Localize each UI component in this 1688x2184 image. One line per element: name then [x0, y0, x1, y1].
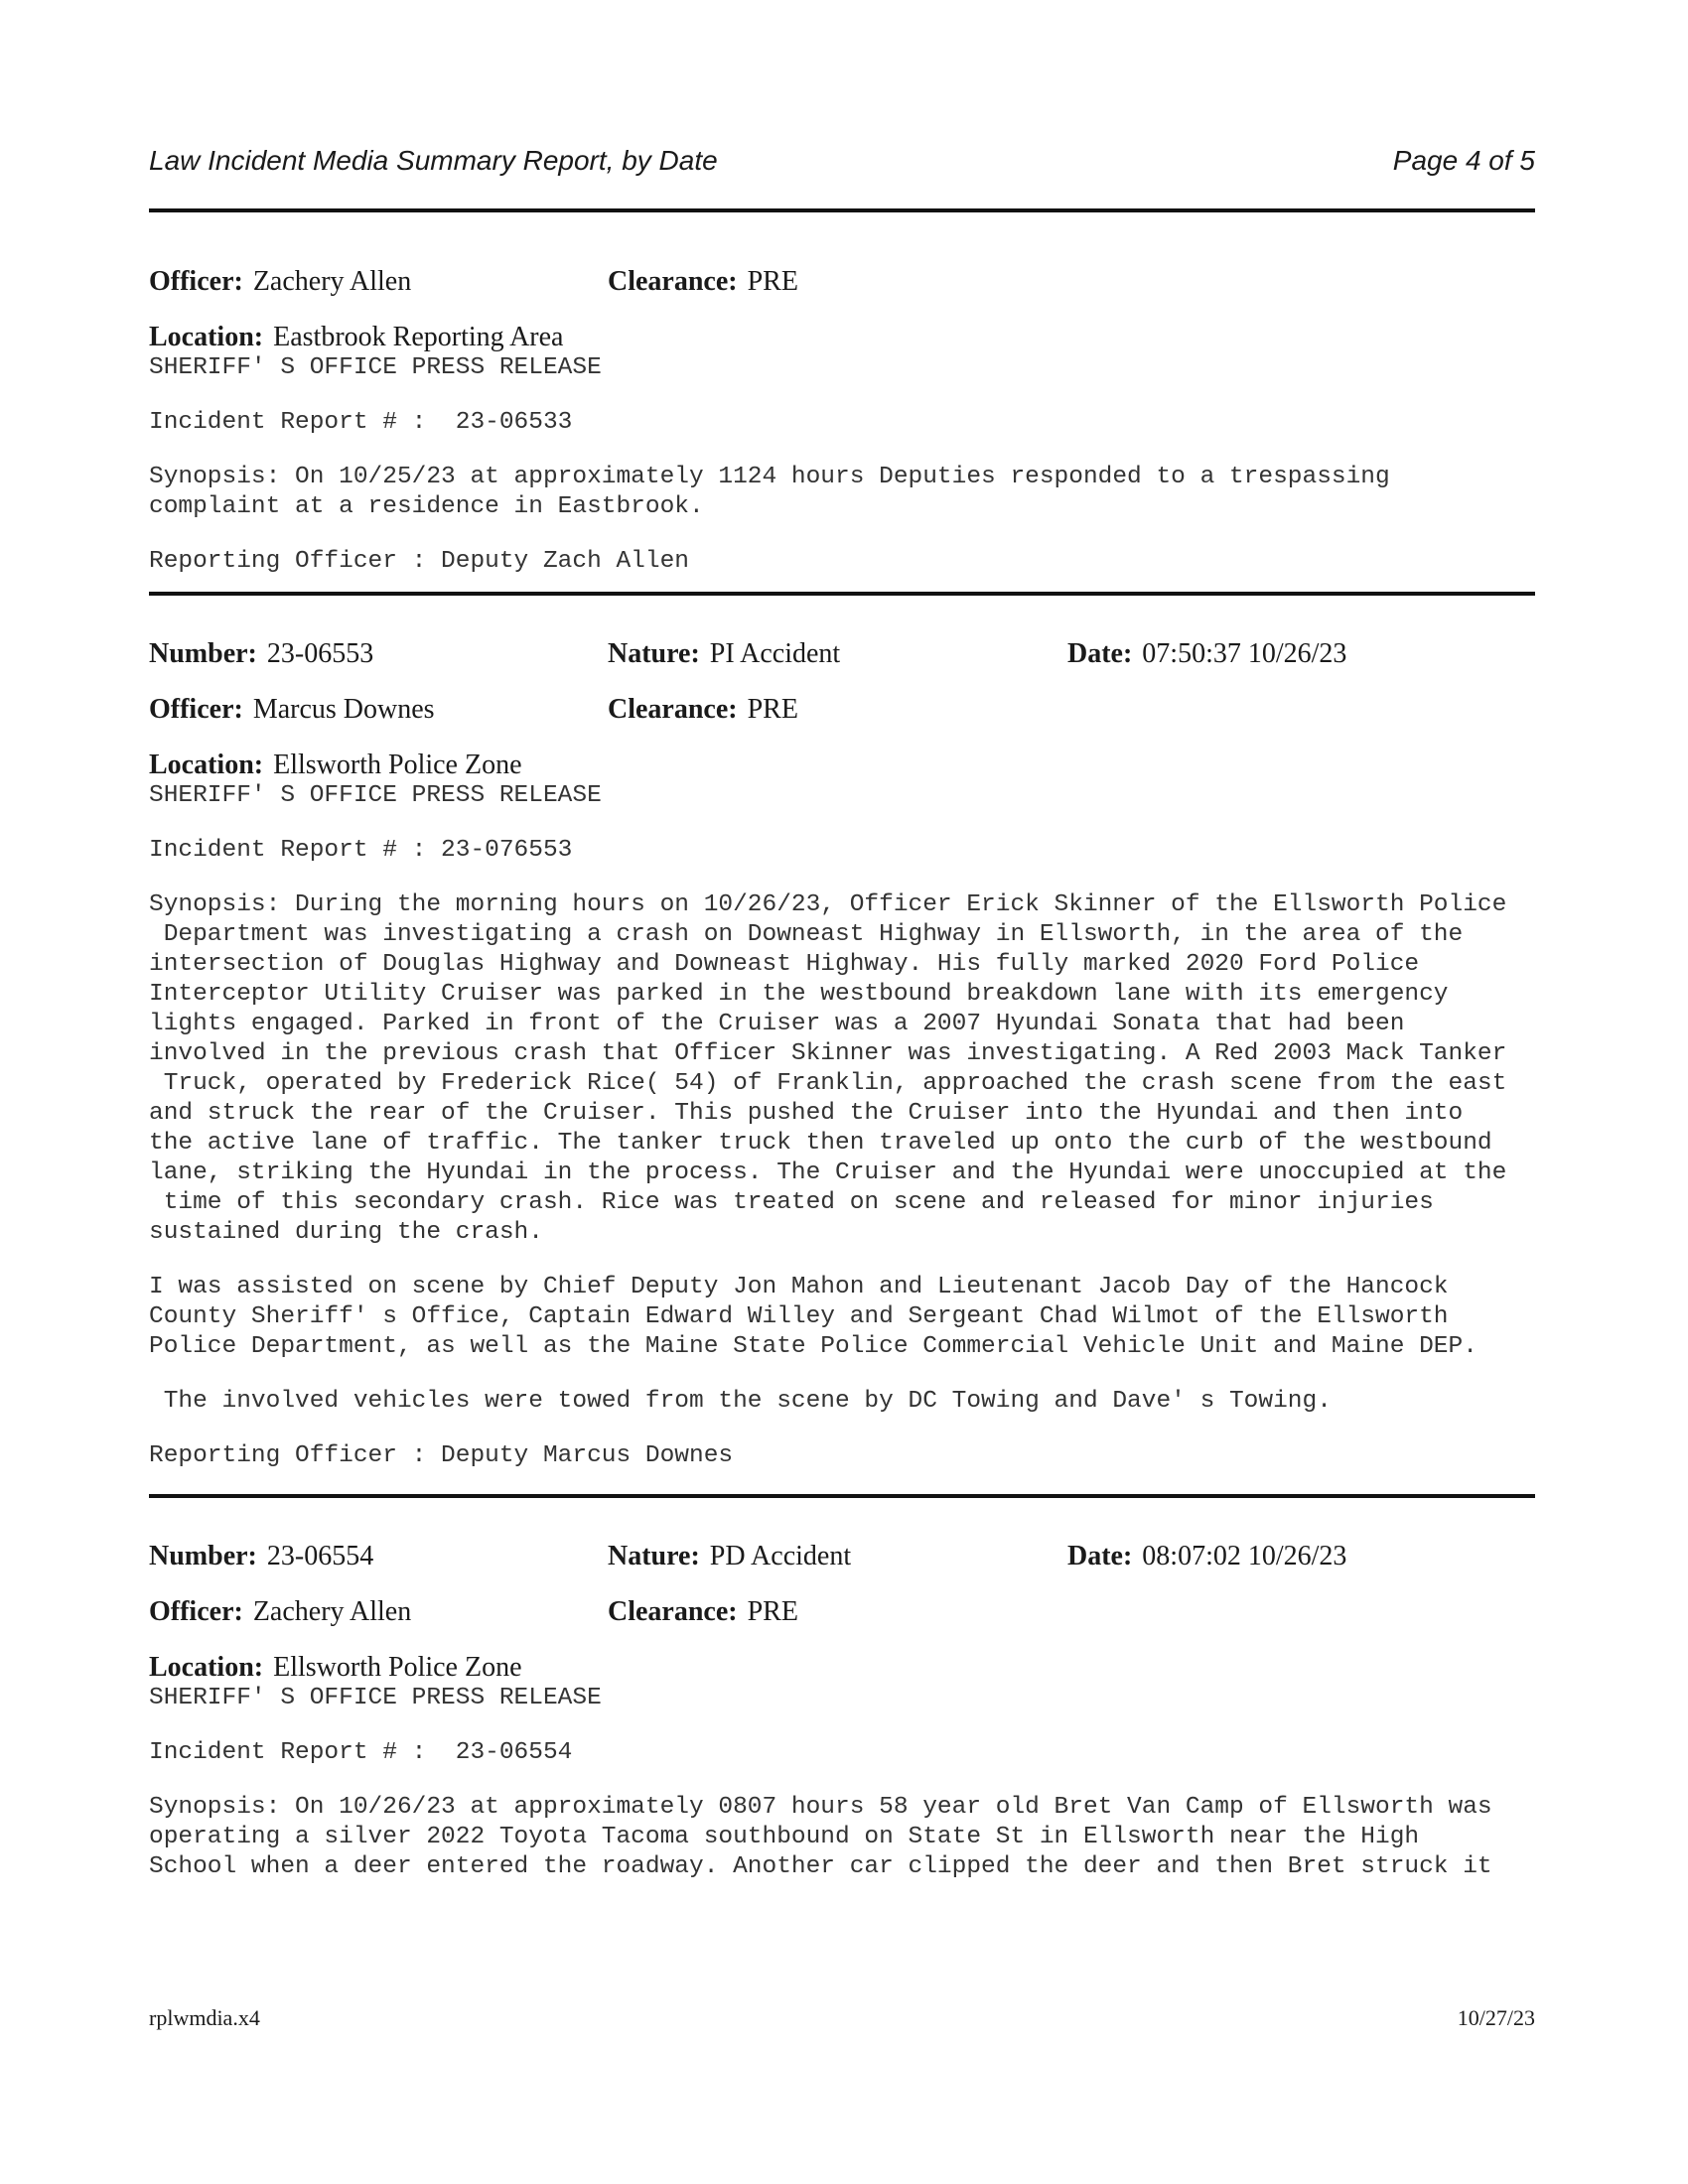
narrative-paragraph: The involved vehicles were towed from the scene by DC Towing and Dave' s Towing. — [149, 1388, 1332, 1415]
clearance-field: Clearance: PRE — [608, 266, 798, 297]
page-number: Page 4 of 5 — [1392, 145, 1535, 176]
date-value: 07:50:37 10/26/23 — [1142, 638, 1347, 669]
officer-field: Officer: Zachery Allen — [149, 266, 412, 297]
record-fields — [149, 638, 1535, 694]
location-field: Location: Eastbrook Reporting Area — [149, 322, 564, 352]
date-field: Date: 07:50:37 10/26/23 — [1067, 638, 1347, 669]
clearance-value: PRE — [747, 694, 798, 725]
clearance-value: PRE — [747, 266, 798, 297]
record-fields — [149, 1541, 1535, 1596]
synopsis: Synopsis: On 10/26/23 at approximately 0807 hours 58 year old Bret Van Camp of Ellsworth was operating a silver 2022 Toyota Tacoma southbound on State St in Ellsworth near the High School when a deer entered the roadway. Another car clipped the deer and then Bret struck it — [149, 1794, 1492, 1880]
officer-value: Zachery Allen — [252, 266, 412, 297]
date-value: 08:07:02 10/26/23 — [1142, 1541, 1347, 1571]
record-fields — [149, 694, 1535, 750]
record-divider — [149, 592, 1535, 596]
synopsis: Synopsis: On 10/25/23 at approximately 1124 hours Deputies responded to a trespassing complaint at a residence in Eastbrook. — [149, 464, 1390, 520]
report-code: rplwmdia.x4 — [149, 2005, 260, 2030]
narrative-paragraph: I was assisted on scene by Chief Deputy Jon Mahon and Lieutenant Jacob Day of the Hancock County Sheriff' s Office, Captain Edward Willey and Sergeant Chad Wilmot of the Ellsworth Police Department, as well as the Maine State Police Commercial Vehicle Unit and Maine DEP. — [149, 1274, 1477, 1360]
number-field: Number: 23-06553 — [149, 638, 374, 669]
print-date: 10/27/23 — [1457, 2005, 1535, 2030]
incident-record — [149, 638, 1535, 1471]
reporting-officer: Reporting Officer : Deputy Zach Allen — [149, 548, 689, 575]
date-field: Date: 08:07:02 10/26/23 — [1067, 1541, 1347, 1571]
press-release-label: SHERIFF' S OFFICE PRESS RELEASE — [149, 354, 602, 381]
clearance-value: PRE — [747, 1596, 798, 1627]
incident-record — [149, 1541, 1535, 1882]
nature-field: Nature: PI Accident — [608, 638, 841, 669]
incident-report-number: Incident Report # : 23-06533 — [149, 409, 573, 436]
incident-record — [149, 266, 1535, 577]
report-page — [149, 0, 1535, 2184]
clearance-field: Clearance: PRE — [608, 694, 798, 725]
officer-field: Officer: Marcus Downes — [149, 694, 435, 725]
number-value: 23-06554 — [266, 1541, 374, 1571]
header-divider — [149, 208, 1535, 212]
nature-value: PI Accident — [709, 638, 841, 669]
reporting-officer: Reporting Officer : Deputy Marcus Downes — [149, 1442, 734, 1469]
nature-field: Nature: PD Accident — [608, 1541, 852, 1571]
record-divider — [149, 1494, 1535, 1498]
officer-field: Officer: Zachery Allen — [149, 1596, 412, 1627]
location-value: Eastbrook Reporting Area — [273, 322, 564, 352]
nature-value: PD Accident — [709, 1541, 852, 1571]
record-fields — [149, 266, 1535, 322]
location-field: Location: Ellsworth Police Zone — [149, 1652, 522, 1683]
incident-report-number: Incident Report # : 23-076553 — [149, 837, 573, 864]
page-header — [149, 139, 1535, 183]
report-title: Law Incident Media Summary Report, by Date — [149, 145, 718, 176]
number-value: 23-06553 — [266, 638, 374, 669]
press-release-label: SHERIFF' S OFFICE PRESS RELEASE — [149, 782, 602, 809]
location-value: Ellsworth Police Zone — [273, 750, 522, 780]
officer-value: Zachery Allen — [252, 1596, 412, 1627]
record-fields — [149, 1596, 1535, 1652]
location-value: Ellsworth Police Zone — [273, 1652, 522, 1683]
incident-report-number: Incident Report # : 23-06554 — [149, 1739, 573, 1766]
press-release-label: SHERIFF' S OFFICE PRESS RELEASE — [149, 1685, 602, 1711]
location-field: Location: Ellsworth Police Zone — [149, 750, 522, 780]
number-field: Number: 23-06554 — [149, 1541, 374, 1571]
officer-value: Marcus Downes — [252, 694, 435, 725]
synopsis: Synopsis: During the morning hours on 10/26/23, Officer Erick Skinner of the Ellsworth Police Department was investigating a crash on Downeast Highway in Ellsworth, in the area of the intersection of Douglas Highway and Downeast Highway. His fully marked 2020 Ford Police Interceptor Utility Cruiser was parked in the westbound breakdown lane with its emergency lights engaged. Parked in front of the Cruiser was a 2007 Hyundai Sonata that had been involved in the previous crash that Officer Skinner was investigating. A Red 2003 Mack Tanker Truck, operated by Frederick Rice( 54) of Franklin, approached the crash scene from the east and struck the rear of the Cruiser. This pushed the Cruiser into the Hyundai and then into the active lane of traffic. The tanker truck then traveled up onto the curb of the westbound lane, striking the Hyundai in the process. The Cruiser and the Hyundai were unoccupied at the time of this secondary crash. Rice was treated on scene and released for minor injuries sustained during the crash. — [149, 891, 1507, 1246]
clearance-field: Clearance: PRE — [608, 1596, 798, 1627]
